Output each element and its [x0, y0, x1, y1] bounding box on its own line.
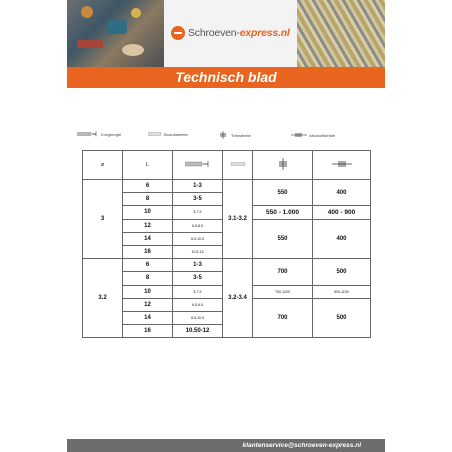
grip-range-cell: 6.5-9.5	[173, 298, 223, 311]
header-treksterkte	[253, 151, 313, 180]
tensile-strength-cell: 550 - 1.000	[253, 206, 313, 219]
screws-photo	[297, 0, 385, 67]
legend-item-boordiameter: Boordiameter	[148, 131, 188, 137]
length-cell: 10	[123, 206, 173, 219]
length-cell: 6	[123, 259, 173, 272]
shear-strength-cell: 500	[313, 259, 371, 285]
afschuifsterkte-icon	[332, 159, 352, 169]
header-boordiameter	[223, 151, 253, 180]
grip-range-cell: 8.5-10.5	[173, 232, 223, 245]
header	[67, 0, 385, 67]
spec-table-body	[83, 180, 371, 338]
diameter-cell: 3	[83, 180, 123, 259]
document-page	[67, 0, 385, 452]
length-cell: 16	[123, 325, 173, 338]
customer-service-email[interactable]: klantenservice@schroeven-express.nl	[242, 442, 361, 449]
boordiameter-icon	[230, 161, 246, 167]
brand-accent: express.nl	[239, 27, 290, 39]
legend	[77, 131, 377, 141]
shear-strength-cell: 500	[313, 298, 371, 338]
shear-strength-cell: 400	[313, 219, 371, 259]
tensile-strength-cell: 550	[253, 219, 313, 259]
footer	[67, 439, 385, 452]
boordiameter-icon	[148, 131, 162, 137]
length-cell: 8	[123, 193, 173, 206]
shear-strength-cell: 400	[313, 180, 371, 206]
header-kringlengte	[173, 151, 223, 180]
kringlengte-icon	[185, 160, 211, 168]
grip-range-cell: 10.50-12	[173, 325, 223, 338]
diameter-cell: 3.2	[83, 259, 123, 338]
tensile-strength-cell: 700	[253, 259, 313, 285]
grip-range-cell: 10.5-13	[173, 245, 223, 258]
length-cell: 16	[123, 245, 173, 258]
grip-range-cell: 1-3	[173, 259, 223, 272]
grip-range-cell: 5-7.5	[173, 206, 223, 219]
grip-range-cell: 3-5	[173, 272, 223, 285]
tools-photo	[67, 0, 164, 67]
header-length: L	[123, 151, 173, 180]
title-banner	[67, 67, 385, 88]
length-cell: 12	[123, 219, 173, 232]
logo-icon	[171, 26, 185, 40]
header-diameter: ø	[83, 151, 123, 180]
tensile-strength-cell: 550	[253, 180, 313, 206]
grip-range-cell: 3-5	[173, 193, 223, 206]
shear-strength-cell: 400 - 900	[313, 206, 371, 219]
kringlengte-icon	[77, 131, 99, 137]
length-cell: 12	[123, 298, 173, 311]
legend-item-treksterkte: Treksterkte	[217, 131, 251, 139]
legend-item-kringlengte: Kringlengte	[77, 131, 121, 137]
grip-range-cell: 8.5-10.5	[173, 311, 223, 324]
afschuifsterkte-icon	[291, 131, 307, 139]
grip-range-cell: 1-3	[173, 180, 223, 193]
grip-range-cell: 5-7.5	[173, 285, 223, 298]
length-cell: 8	[123, 272, 173, 285]
spec-table	[82, 150, 371, 338]
table-row	[83, 259, 371, 272]
grip-range-cell: 6.5-8.5	[173, 219, 223, 232]
treksterkte-icon	[276, 158, 290, 170]
tensile-strength-cell: 700	[253, 298, 313, 338]
drill-diameter-cell: 3.1-3.2	[223, 180, 253, 259]
table-row	[83, 180, 371, 193]
page-title: Technisch blad	[175, 69, 277, 85]
treksterkte-icon	[217, 131, 229, 139]
drill-diameter-cell: 3.2-3.4	[223, 259, 253, 338]
length-cell: 6	[123, 180, 173, 193]
length-cell: 10	[123, 285, 173, 298]
shear-strength-cell: 500-1100	[313, 285, 371, 298]
length-cell: 14	[123, 232, 173, 245]
brand-logo	[171, 26, 290, 40]
tensile-strength-cell: 700-1200	[253, 285, 313, 298]
legend-item-afschuifsterkte: Afschuifsterkte	[291, 131, 335, 139]
brand-main: Schroeven-	[188, 27, 240, 39]
length-cell: 14	[123, 311, 173, 324]
header-afschuifsterkte	[313, 151, 371, 180]
